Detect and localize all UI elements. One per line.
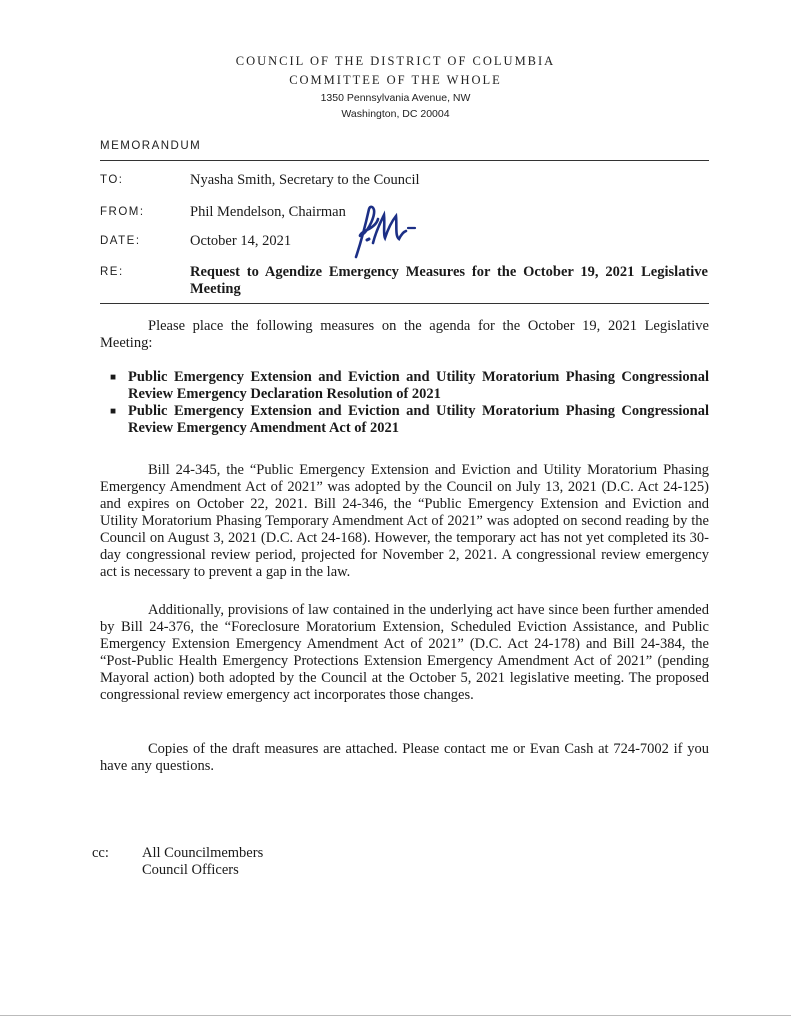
- additional-paragraph: Additionally, provisions of law contained in the underlying act have since been further amended by Bill 24-376, the “Foreclosure Moratorium Extension, Scheduled Eviction Assistance, and Public Emergency Extension Emergency Amendment Act of 2021” (D.C. Act 24-178) and Bill 24-384, the “Post-Public Health Emergency Protections Extension Emergency Amendment Act of 2021” (pending Mayoral action) both adopted by the Council at the October 5, 2021 legislative meeting. The proposed congressional review emergency act incorporates those changes.: [100, 602, 709, 703]
- header-divider-bottom: [100, 303, 709, 304]
- letterhead-council-name: COUNCIL OF THE DISTRICT OF COLUMBIA: [235, 54, 556, 68]
- re-subject: Request to Agendize Emergency Measures for the October 19, 2021 Legislative Meeting: [190, 264, 708, 297]
- to-label: TO:: [100, 174, 124, 186]
- letterhead-committee-name: COMMITTEE OF THE WHOLE: [289, 73, 502, 87]
- memorandum-label: MEMORANDUM: [100, 140, 202, 152]
- cc-label: cc:: [92, 845, 109, 861]
- bullet-icon: ■: [110, 372, 117, 383]
- cc-recipient: Council Officers: [142, 862, 239, 878]
- re-label: RE:: [100, 266, 124, 278]
- date-label: DATE:: [100, 235, 141, 247]
- measure-title: Public Emergency Extension and Eviction and Utility Moratorium Phasing Congressional Review Emergency Amendment Act of 2021: [128, 403, 709, 436]
- measure-title: Public Emergency Extension and Eviction and Utility Moratorium Phasing Congressional Review Emergency Declaration Resolution of 2021: [128, 369, 709, 402]
- measures-list: [108, 369, 709, 437]
- cc-recipient: All Councilmembers: [142, 845, 264, 861]
- intro-paragraph: Please place the following measures on the agenda for the October 19, 2021 Legislative Meeting:: [100, 318, 709, 351]
- bill-paragraph: Bill 24-345, the “Public Emergency Extension and Eviction and Utility Moratorium Phasing Emergency Amendment Act of 2021” was adopted by the Council on July 13, 2021 (D.C. Act 24-125) and expires on October 22, 2021. Bill 24-346, the “Public Emergency Extension and Eviction and Utility Moratorium Phasing Temporary Amendment Act of 2021” was adopted on second reading by the Council on August 3, 2021 (D.C. Act 24-168). However, the temporary act has not yet completed its 30-day congressional review period, projected for November 2, 2021. A congressional review emergency act is necessary to prevent a gap in the law.: [100, 462, 709, 580]
- page-bottom-edge: [0, 1015, 791, 1016]
- to-value: Nyasha Smith, Secretary to the Council: [190, 172, 420, 188]
- letterhead-street-address: 1350 Pennsylvania Avenue, NW: [320, 92, 471, 104]
- signature-image: [340, 201, 422, 265]
- list-item: [108, 369, 709, 403]
- date-value: October 14, 2021: [190, 233, 292, 249]
- from-value: Phil Mendelson, Chairman: [190, 204, 346, 220]
- letterhead: [0, 52, 791, 122]
- header-divider-top: [100, 160, 709, 161]
- bullet-icon: ■: [110, 406, 117, 417]
- cc-recipients: [142, 845, 263, 879]
- letterhead-city-address: Washington, DC 20004: [341, 108, 450, 120]
- copies-paragraph: Copies of the draft measures are attached. Please contact me or Evan Cash at 724-7002 if you have any questions.: [100, 741, 709, 774]
- from-label: FROM:: [100, 206, 145, 218]
- list-item: [108, 403, 709, 437]
